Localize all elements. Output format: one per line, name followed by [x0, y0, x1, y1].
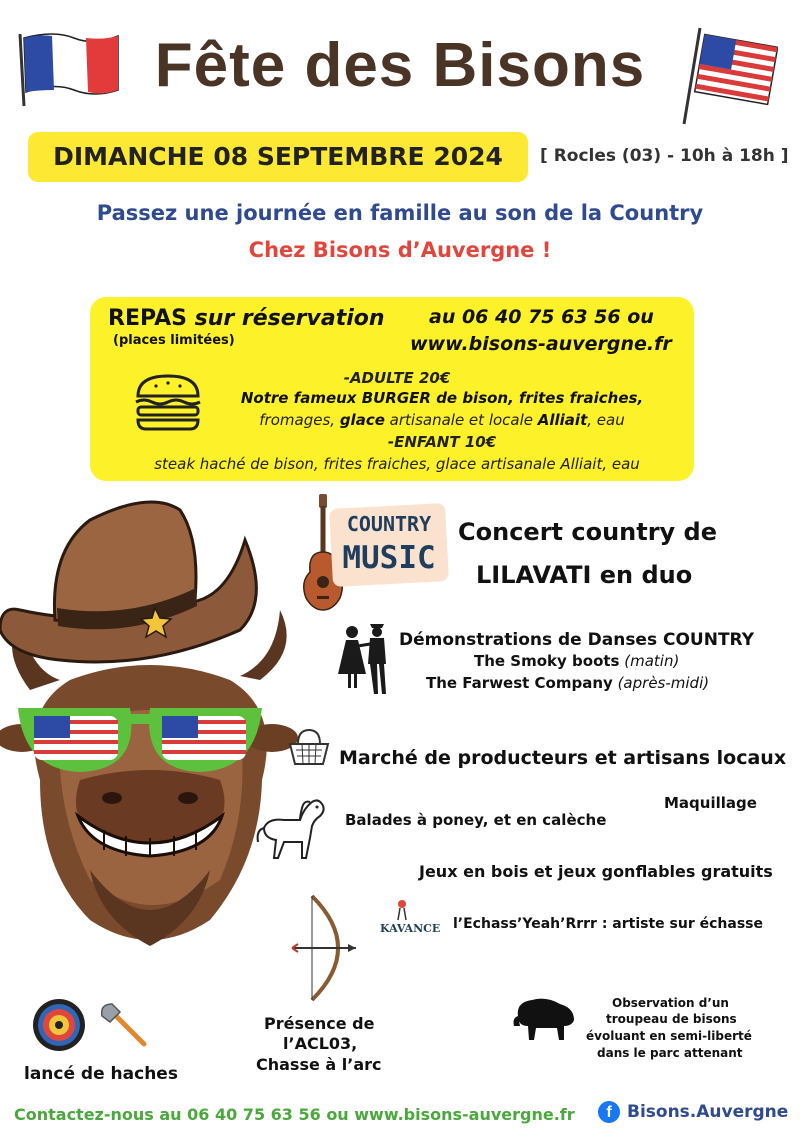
meal-contact-phone: au 06 40 75 63 56 ou — [429, 306, 654, 328]
child-menu-line: steak haché de bison, frites fraiches, glace artisanale Alliait, eau — [154, 455, 640, 473]
games-text: Jeux en bois et jeux gonflables gratuits — [419, 862, 773, 881]
bow-arrow-icon — [288, 892, 360, 1004]
axe-icon — [98, 1002, 150, 1050]
basket-icon — [288, 728, 330, 766]
bison-obs-4: dans le parc attenant — [597, 1046, 743, 1060]
meal-contact-web: www.bisons-auvergne.fr — [410, 333, 672, 355]
archery-line-1: Présence de — [264, 1014, 375, 1033]
pony-icon — [254, 794, 330, 862]
stilts-logo-text: KAVANCE — [380, 922, 441, 935]
kavance-logo — [378, 896, 441, 942]
target-icon — [32, 998, 86, 1052]
adult-price: -ADULTE 20€ — [343, 369, 451, 387]
axes-text: lancé de haches — [24, 1064, 178, 1084]
country-music-line-2: MUSIC — [342, 540, 436, 576]
meal-subtitle: (places limitées) — [113, 333, 235, 348]
meal-title: REPAS sur réservation — [108, 306, 385, 331]
archery-line-2: l’ACL03, — [283, 1034, 358, 1053]
event-date: DIMANCHE 08 SEPTEMBRE 2024 — [28, 132, 528, 182]
market-text: Marché de producteurs et artisans locaux — [339, 747, 787, 769]
event-location: [ Rocles (03) - 10h à 18h ] — [540, 146, 789, 166]
makeup-text: Maquillage — [664, 794, 757, 812]
pony-text: Balades à poney, et en calèche — [345, 811, 607, 829]
bison-obs-1: Observation d’un — [612, 996, 729, 1010]
dance-title: Démonstrations de Danses COUNTRY — [399, 630, 755, 650]
adult-menu-line-2: fromages, glace artisanale et locale Alliait, eau — [259, 411, 625, 429]
bison-obs-3: évoluant en semi-liberté — [586, 1029, 752, 1043]
bison-icon — [512, 996, 578, 1042]
dance-group-1: The Smoky boots (matin) — [474, 652, 680, 670]
bison-mascot-illustration — [0, 480, 300, 950]
facebook-link[interactable]: Bisons.Auvergne — [627, 1102, 789, 1122]
concert-line-1: Concert country de — [458, 518, 718, 546]
concert-line-2: LILAVATI en duo — [476, 561, 693, 589]
country-music-line-1: COUNTRY — [346, 512, 432, 536]
bison-obs-2: troupeau de bisons — [606, 1012, 737, 1026]
facebook-icon[interactable]: f — [598, 1101, 620, 1123]
tagline-family: Passez une journée en famille au son de la Country — [96, 201, 704, 225]
dancers-icon — [336, 620, 394, 696]
child-price: -ENFANT 10€ — [387, 433, 497, 451]
archery-line-3: Chasse à l’arc — [256, 1055, 382, 1074]
footer-contact: Contactez-nous au 06 40 75 63 56 ou www.bisons-auvergne.fr — [14, 1105, 575, 1124]
stilts-text: l’Echass’Yeah’Rrrr : artiste sur échasse — [453, 916, 763, 932]
event-title: Fête des Bisons — [154, 31, 646, 100]
adult-menu-line-1: Notre fameux BURGER de bison, frites fraiches, — [240, 389, 644, 407]
tagline-venue: Chez Bisons d’Auvergne ! — [248, 238, 552, 262]
dance-group-2: The Farwest Company (après-midi) — [426, 674, 710, 692]
